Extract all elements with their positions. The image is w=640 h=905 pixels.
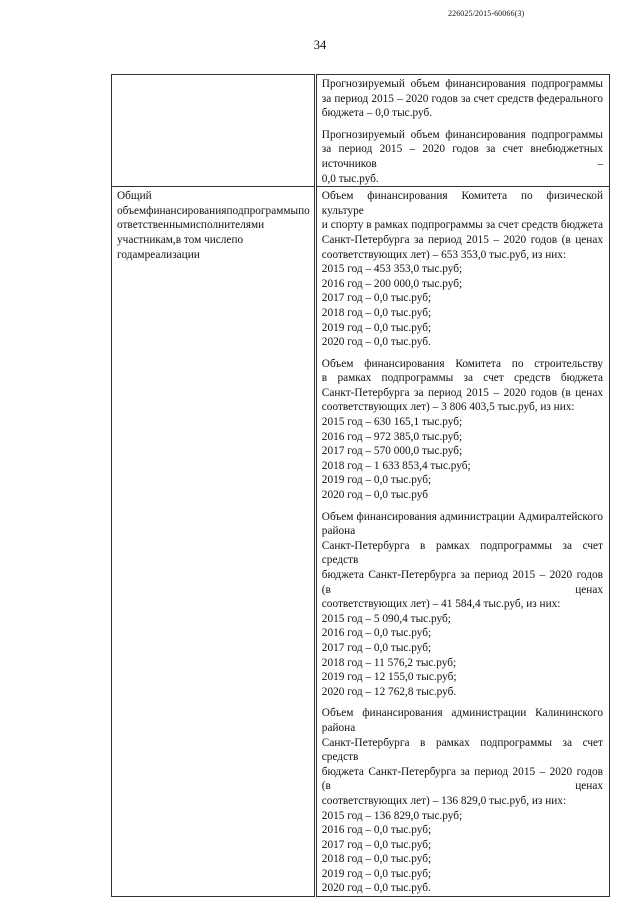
row2-left-text: [112, 187, 314, 262]
year-amount-line: 2017 год – 0,0 тыс.руб;: [321, 838, 432, 851]
year-amount-line: 2016 год – 972 385,0 тыс.руб;: [321, 430, 463, 443]
intro-line: в рамках подпрограммы за счет средств бюджета: [321, 372, 603, 385]
paragraph-line: за период 2015 – 2020 годов за счет внебюджетных источников –: [321, 143, 603, 170]
year-amount-line: 2017 год – 0,0 тыс.руб;: [321, 641, 432, 654]
row1-left-cell: [112, 75, 316, 187]
year-amount-line: 2015 год – 136 829,0 тыс.руб;: [321, 809, 463, 822]
paragraph-line: Прогнозируемый объем финансирования подпрограммы: [321, 78, 603, 90]
paragraph-line: за период 2015 – 2020 годов за счет средств федерального: [321, 92, 603, 105]
intro-line: Санкт-Петербурга за период 2015 – 2020 годов (в ценах: [321, 233, 603, 246]
financing-block: [317, 357, 609, 503]
label-line: реализации: [144, 248, 200, 261]
paragraph-line: Прогнозируемый объем финансирования подпрограммы: [321, 128, 603, 141]
year-amount-line: 2015 год – 453 353,0 тыс.руб;: [321, 263, 463, 276]
year-amount-line: 2016 год – 0,0 тыс.руб;: [321, 627, 432, 640]
year-amount-line: 2019 год – 0,0 тыс.руб;: [321, 867, 432, 880]
year-amount-line: 2018 год – 0,0 тыс.руб;: [321, 306, 432, 319]
year-amount-line: 2016 год – 0,0 тыс.руб;: [321, 824, 432, 837]
year-amount-line: 2015 год – 630 165,1 тыс.руб;: [321, 416, 463, 429]
financing-block: [317, 510, 609, 700]
row1-content: [317, 77, 609, 186]
year-amount-line: 2019 год – 0,0 тыс.руб;: [321, 474, 432, 487]
year-amount-line: 2019 год – 0,0 тыс.руб;: [321, 321, 432, 334]
intro-line: соответствующих лет) – 653 353,0 тыс.руб, из них:: [321, 248, 567, 261]
year-amount-line: 2018 год – 11 576,2 тыс.руб;: [321, 656, 457, 669]
financing-block: [317, 189, 609, 350]
intro-line: Санкт-Петербурга за период 2015 – 2020 годов (в ценах: [321, 386, 603, 399]
row2-left-cell: [112, 187, 316, 897]
label-line: финансирования: [146, 204, 227, 217]
row1-right-cell: [315, 75, 609, 187]
forecast-paragraph: [317, 128, 609, 186]
intro-line: Объем финансирования администрации Адмиралтейского района: [321, 510, 603, 538]
intro-line: Санкт-Петербурга в рамках подпрограммы за счет средств: [321, 539, 603, 567]
row1-left-text: [112, 75, 314, 77]
document-code: 226025/2015-60066(3): [448, 9, 525, 18]
intro-line: соответствующих лет) – 41 584,4 тыс.руб, из них:: [321, 598, 561, 611]
intro-line: бюджета Санкт-Петербурга за период 2015 – 2020 годов (в ценах: [321, 569, 603, 596]
year-amount-line: 2016 год – 200 000,0 тыс.руб;: [321, 277, 463, 290]
paragraph-line: бюджета – 0,0 тыс.руб.: [321, 107, 433, 120]
year-amount-line: 2017 год – 0,0 тыс.руб;: [321, 292, 432, 305]
year-amount-line: 2020 год – 0,0 тыс.руб.: [321, 882, 431, 895]
table-row-forecast: [112, 75, 610, 187]
intro-line: Санкт-Петербурга в рамках подпрограммы за счет средств: [321, 736, 603, 764]
label-line: исполнителям: [189, 219, 259, 232]
label-line: подпрограммы: [226, 204, 299, 217]
row2-right-cell: [315, 187, 609, 897]
intro-line: Объем финансирования администрации Калининского района: [321, 707, 603, 734]
row2-content: [317, 189, 609, 896]
year-amount-line: 2020 год – 12 762,8 тыс.руб.: [321, 685, 457, 698]
intro-line: и спорту в рамках подпрограммы за счет средств бюджета: [321, 219, 603, 232]
label-line: и участникам,: [117, 219, 265, 246]
passport-table: [111, 74, 610, 897]
financing-block: [317, 706, 609, 896]
intro-line: соответствующих лет) – 136 829,0 тыс.руб, из них:: [321, 794, 567, 807]
label-line: по годам: [117, 233, 244, 261]
table-row-financing: [112, 187, 610, 897]
year-amount-line: 2019 год – 12 155,0 тыс.руб;: [321, 671, 457, 684]
year-amount-line: 2018 год – 0,0 тыс.руб;: [321, 853, 432, 866]
label-line: по ответственным: [117, 204, 310, 232]
label-line: Общий объем: [117, 190, 152, 217]
intro-line: бюджета Санкт-Петербурга за период 2015 – 2020 годов (в ценах: [321, 765, 603, 793]
paragraph-line: 0,0 тыс.руб.: [321, 172, 379, 185]
intro-line: соответствующих лет) – 3 806 403,5 тыс.руб, из них:: [321, 401, 575, 414]
intro-line: Объем финансирования Комитета по физической культуре: [321, 190, 603, 217]
page-number: 34: [313, 38, 327, 52]
year-amount-line: 2015 год – 5 090,4 тыс.руб;: [321, 612, 451, 625]
intro-line: Объем финансирования Комитета по строительству: [321, 357, 603, 370]
year-amount-line: 2017 год – 570 000,0 тыс.руб;: [321, 445, 463, 458]
label-line: в том числе: [175, 233, 232, 246]
year-amount-line: 2020 год – 0,0 тыс.руб: [321, 489, 428, 502]
year-amount-line: 2020 год – 0,0 тыс.руб.: [321, 336, 431, 349]
forecast-paragraph: [317, 77, 609, 121]
year-amount-line: 2018 год – 1 633 853,4 тыс.руб;: [321, 459, 471, 472]
